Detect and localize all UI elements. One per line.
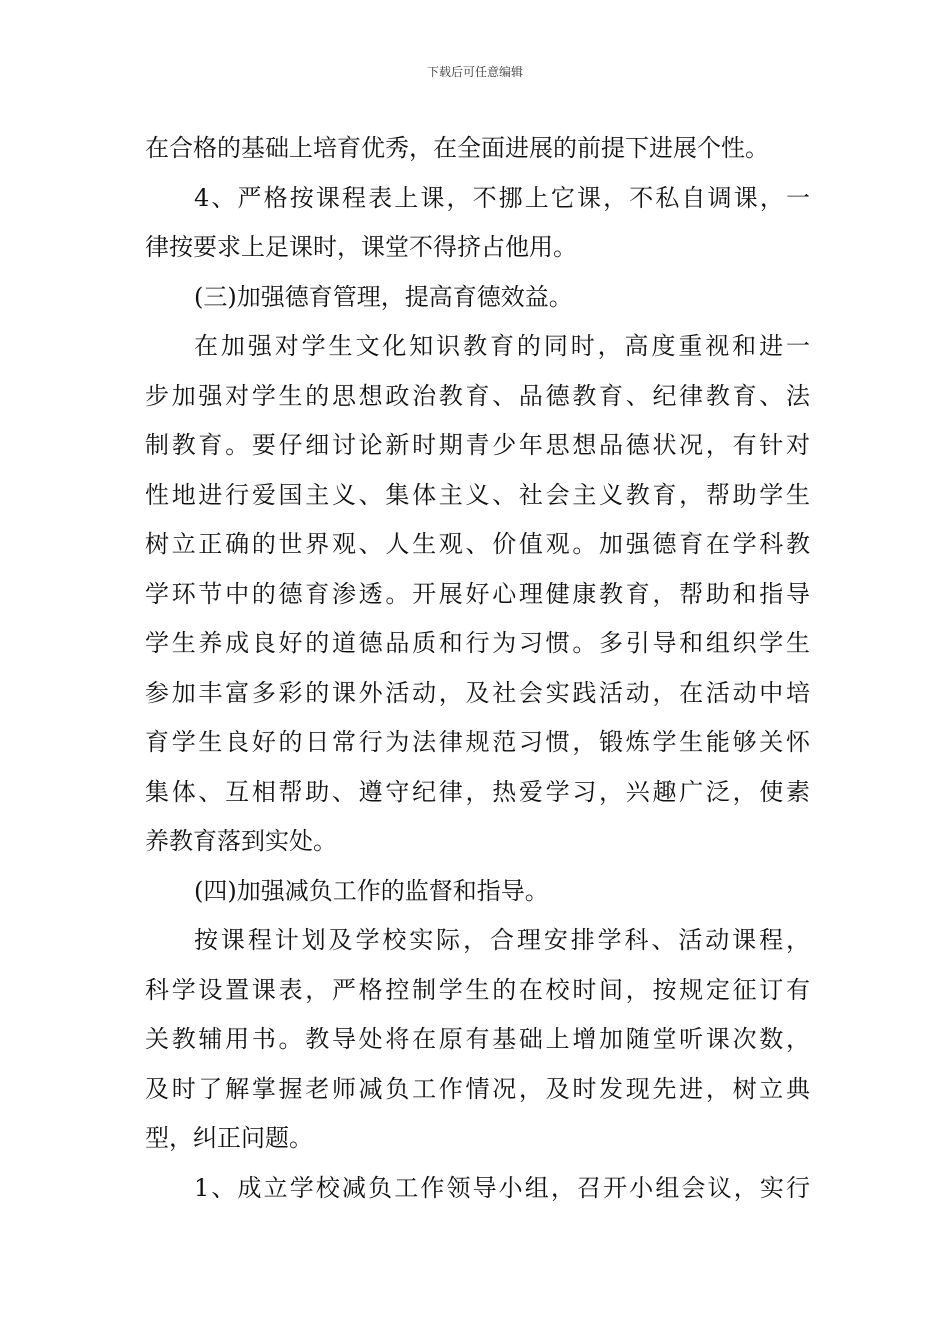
text-line: 律按要求上足课时，课堂不得挤占他用。	[145, 233, 577, 261]
text-line: 型，纠正问题。	[145, 1124, 313, 1152]
text-line: 在加强对学生文化知识教育的同时，高度重视和进一	[194, 332, 810, 360]
text-line: 在合格的基础上培育优秀，在全面进展的前提下进展个性。	[145, 134, 769, 162]
page-header: 下载后可任意编辑	[426, 65, 523, 79]
text-line: 及时了解掌握老师减负工作情况，及时发现先进，树立典	[145, 1074, 810, 1103]
text-line: 制教育。要仔细讨论新时期青少年思想品德状况，有针对	[145, 431, 810, 459]
text-line: 1、成立学校减负工作领导小组，召开小组会议，实行	[194, 1173, 810, 1202]
text-line: 关教辅用书。教导处将在原有基础上增加随堂听课次数，	[145, 1025, 810, 1053]
text-line: 性地进行爱国主义、集体主义、社会主义教育，帮助学生	[145, 480, 810, 509]
text-line: 养教育落到实处。	[145, 827, 337, 855]
text-line: 科学设置课表，严格控制学生的在校时间，按规定征订有	[145, 975, 810, 1004]
document-body	[145, 124, 810, 1213]
text-line: 按课程计划及学校实际，合理安排学科、活动课程，	[194, 926, 810, 954]
text-line: 育学生良好的日常行为法律规范习惯，锻炼学生能够关怀	[145, 728, 810, 756]
text-line: (四)加强减负工作的监督和指导。	[194, 876, 549, 905]
text-line: (三)加强德育管理，提高育德效益。	[194, 282, 573, 311]
text-line: 树立正确的世界观、人生观、价值观。加强德育在学科教	[145, 530, 810, 558]
text-line: 步加强对学生的思想政治教育、品德教育、纪律教育、法	[145, 381, 810, 410]
text-line: 4、严格按课程表上课，不挪上它课，不私自调课，一	[194, 183, 810, 212]
text-line: 学环节中的德育渗透。开展好心理健康教育，帮助和指导	[145, 579, 810, 608]
text-line: 集体、互相帮助、遵守纪律，热爱学习，兴趣广泛，使素	[145, 777, 810, 806]
text-line: 学生养成良好的道德品质和行为习惯。多引导和组织学生	[145, 629, 810, 657]
text-line: 参加丰富多彩的课外活动，及社会实践活动，在活动中培	[145, 678, 810, 707]
